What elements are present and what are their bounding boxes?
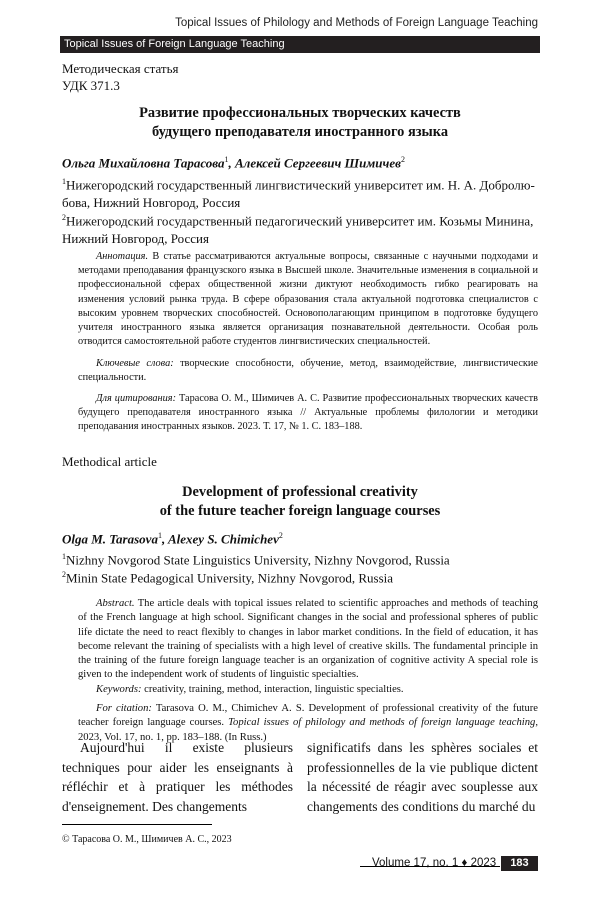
en-citation-journal: Topical issues of philology and methods of foreign language teaching <box>228 717 536 729</box>
body-column-2: significatifs dans les sphères sociales et professionnelles de la vie publique dictent la nécessité de réagir avec souplesse aux changements des conditions du marché du <box>307 740 538 814</box>
en-abstract <box>78 597 538 683</box>
ru-keywords-text: творческие способности, обучение, метод, взаимодействие, лингвистические специальности. <box>78 358 538 384</box>
en-keywords-label: Keywords: <box>96 684 142 695</box>
ru-abstract <box>78 250 538 349</box>
en-affiliation-2: $^2$Minin State Pedagogical University, Nizhny Novgorod, Russia <box>62 570 394 586</box>
en-authors: Olga M. Tarasova$^1$, Alexey S. Chimichev$^2$ <box>62 531 283 547</box>
page-number-box <box>501 856 538 871</box>
en-affil2-text: Minin State Pedagogical University, Nizhny Novgorod, Russia <box>66 570 394 586</box>
en-title-line2: of the future teacher foreign language courses <box>159 503 441 519</box>
en-title-line1: Development of professional creativity <box>182 484 418 500</box>
ru-affil2-line2: Нижний Новгород, Россия <box>62 231 209 247</box>
ru-affil2-line1: Нижегородский государственный педагогический университет им. Козьмы Минина, <box>66 213 534 229</box>
body-column-1: Aujourd'hui il existe plusieurs techniques pour aider les enseignants à réfléchir et à pratiquer les méthodes d'enseignement. Des changements <box>62 740 293 814</box>
journal-bar-title: Topical Issues of Foreign Language Teaching <box>64 38 285 50</box>
en-affil1-text: Nizhny Novgorod State Linguistics University, Nizhny Novgorod, Russia <box>66 552 450 568</box>
en-keywords <box>78 683 538 697</box>
ru-authors: Ольга Михайловна Тарасова$^1$, Алексей Сергеевич Шимичев$^2$ <box>62 155 405 171</box>
udc-code: УДК 371.3 <box>62 78 120 93</box>
en-keywords-text: creativity, training, method, interaction, linguistic specialties. <box>144 684 404 695</box>
ru-article-type: Методическая статья <box>62 61 179 76</box>
ru-keywords-label: Ключевые слова: <box>96 358 174 369</box>
ru-title-line2: будущего преподавателя иностранного языка <box>151 124 449 140</box>
ru-affil1-line1: Нижегородский государственный лингвистический университет им. Н. А. Добролю- <box>66 177 535 193</box>
ru-abstract-text: В статье рассматриваются актуальные вопросы, связанные с научными подходами и методами преподавания французского языка в Высшей школе. Значительные изменения в социальной и профессиональной сферах общественной жизни диктуют необходимость гибко реагировать на изменения условий рынка труда. В сфере образования стала актуальной подготовка специалистов с высоким уровнем творческих способностей. Основополагающим принципом в подготовке будущего учителя иностранного языка является организация познавательной деятельности. Особая роль отводится самостоятельной работе студентов лингвистических специальностей. <box>78 251 539 348</box>
en-title <box>62 483 538 521</box>
ru-author-1: Ольга Михайловна Тарасова <box>62 155 225 171</box>
ru-title <box>62 104 538 142</box>
en-abstract-label: Abstract. <box>96 598 135 609</box>
en-citation-text: Tarasova O. M., Chimichev A. S. Development of professional creativity of the future teacher foreign language courses. <box>78 703 539 729</box>
ru-article-meta <box>62 60 538 94</box>
ru-keywords <box>78 357 538 385</box>
ru-abstract-label: Аннотация. <box>96 251 149 262</box>
en-author-2: Alexey S. Chimichev <box>167 531 279 547</box>
ru-author-2: Алексей Сергеевич Шимичев <box>234 155 401 171</box>
ru-affiliation-1: $^1$Нижегородский государственный лингвистический университет им. Н. А. Добролю- бова, Нижний Новгород, Россия <box>62 173 538 212</box>
ru-citation <box>78 392 538 435</box>
ru-affil1-line2: бова, Нижний Новгород, Россия <box>62 195 241 211</box>
page-number: 183 <box>510 857 529 869</box>
ru-title-line1: Развитие профессиональных творческих качеств <box>139 105 461 121</box>
en-author-1: Olga M. Tarasova <box>62 531 158 547</box>
ru-citation-label: Для цитирования: <box>96 393 177 404</box>
volume-info: Volume 17, no. 1 ♦ 2023 <box>372 857 497 869</box>
journal-running-title: Topical Issues of Philology and Methods of Foreign Language Teaching <box>175 17 538 29</box>
ru-affiliation-2: $^2$Нижегородский государственный педагогический университет им. Козьмы Минина, Нижний Новгород, Россия <box>62 209 538 248</box>
journal-header-bar <box>60 36 540 53</box>
en-citation-tail: , 2023, Vol. 17, no. 1, pp. 183–188. (In Russ.) <box>78 717 538 743</box>
footnote-rule <box>62 824 212 825</box>
en-citation-label: For citation: <box>96 703 152 714</box>
en-article-type: Methodical article <box>62 454 157 469</box>
copyright-note: © Тарасова О. М., Шимичев А. С., 2023 <box>62 834 232 845</box>
en-affiliation-1: $^1$Nizhny Novgorod State Linguistics University, Nizhny Novgorod, Russia <box>62 552 450 568</box>
en-abstract-text: The article deals with topical issues related to scientific approaches and methods of teaching of the French language at high school. Significant changes in the social and professional spheres of public life dictate the need to react flexibly to changes in labor market conditions. In the field of education, it has become relevant the training of specialists with a high level of creative skills. The fundamental principle in the training of the future foreign language teacher is an organization of cognitive activity A special role is given to the independent work of students of linguistic specialties. <box>78 598 538 681</box>
ru-citation-text: Тарасова О. М., Шимичев А. С. Развитие профессиональных творческих качеств будущего преподавателя иностранного языка // Актуальные проблемы филологии и методики преподавания иностранных языков. 2023. Т. 17, № 1. С. 183–188. <box>78 393 538 433</box>
